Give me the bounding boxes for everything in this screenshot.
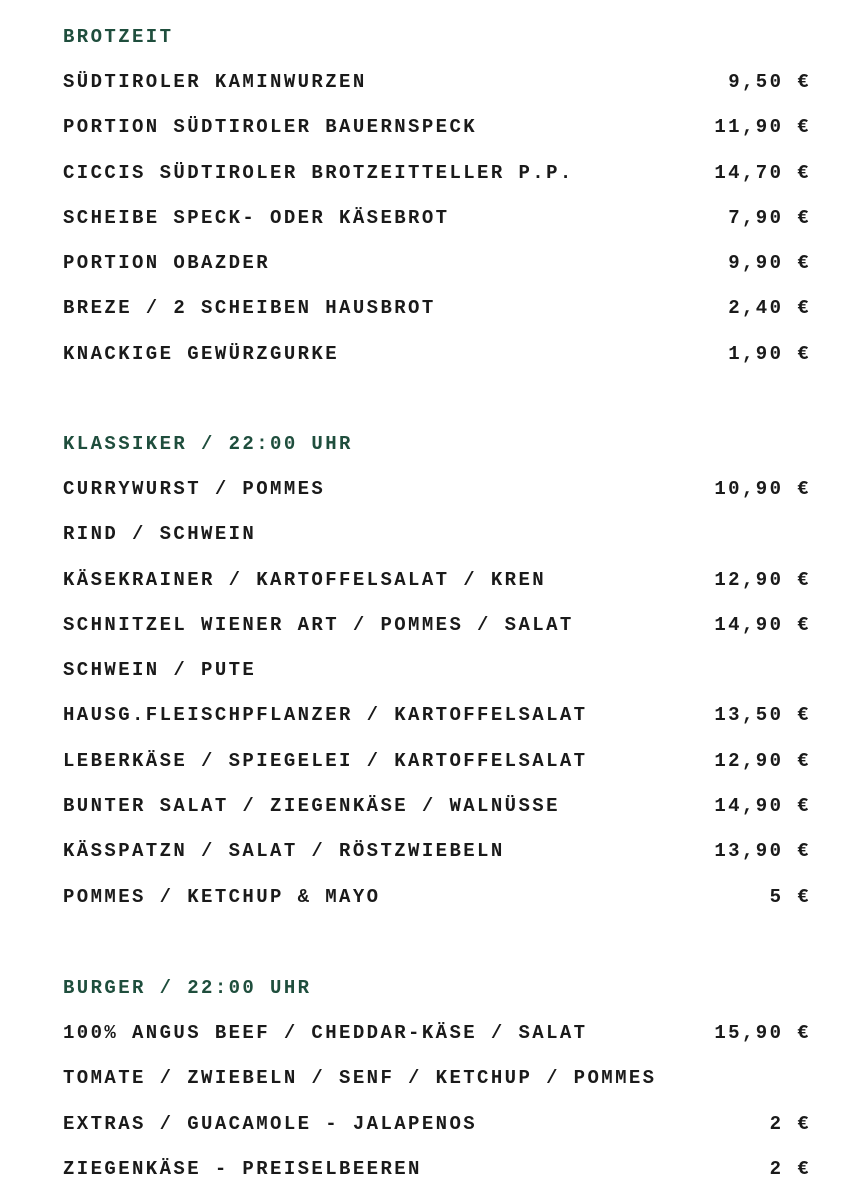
item-name: BUNTER SALAT / ZIEGENKÄSE / WALNÜSSE — [63, 795, 560, 818]
item-name: RIND / SCHWEIN — [63, 523, 257, 546]
item-name: 100% ANGUS BEEF / CHEDDAR-KÄSE / SALAT — [63, 1022, 588, 1044]
item-name: SÜDTIROLER KAMINWURZEN — [63, 71, 367, 93]
section-klassiker — [63, 431, 813, 929]
menu-item — [63, 160, 813, 205]
item-name: PORTION SÜDTIROLER BAUERNSPECK — [63, 116, 478, 139]
menu-item — [63, 793, 813, 838]
item-name: KNACKIGE GEWÜRZGURKE — [63, 342, 340, 365]
item-name: SCHWEIN / PUTE — [63, 659, 257, 682]
menu-item — [63, 1156, 813, 1201]
menu-item — [63, 295, 813, 340]
item-name: BREZE / 2 SCHEIBEN HAUSBROT — [63, 297, 436, 320]
menu-item — [63, 884, 813, 929]
item-name: PORTION OBAZDER — [63, 252, 271, 275]
menu-item — [63, 476, 813, 521]
item-name: POMMES / KETCHUP & MAYO — [63, 885, 381, 908]
item-price: 9,90 € — [728, 252, 811, 275]
item-price: 11,90 € — [714, 116, 811, 139]
item-price: 13,50 € — [714, 704, 811, 727]
section-burger — [63, 975, 813, 1201]
item-price: 2 € — [769, 1157, 811, 1180]
menu-item — [63, 341, 813, 386]
item-price: 13,90 € — [714, 840, 811, 863]
item-name: SCHNITZEL WIENER ART / POMMES / SALAT — [63, 613, 574, 636]
menu-item — [63, 1111, 813, 1156]
item-name: CICCIS SÜDTIROLER BROTZEITTELLER P.P. — [63, 161, 574, 184]
item-price: 12,90 € — [714, 568, 811, 591]
item-name: CURRYWURST / POMMES — [63, 478, 326, 500]
item-name: HAUSG.FLEISCHPFLANZER / KARTOFFELSALAT — [63, 704, 588, 727]
item-price: 2 € — [769, 1112, 811, 1135]
item-price: 2,40 € — [728, 297, 811, 320]
section-brotzeit — [63, 24, 813, 386]
item-name: EXTRAS / GUACAMOLE - JALAPENOS — [63, 1112, 478, 1135]
menu-item — [63, 838, 813, 883]
item-name: SCHEIBE SPECK- ODER KÄSEBROT — [63, 206, 450, 229]
menu-item — [63, 114, 813, 159]
item-name: ZIEGENKÄSE - PREISELBEEREN — [63, 1157, 422, 1180]
item-price: 12,90 € — [714, 749, 811, 772]
menu-item — [63, 69, 813, 114]
menu-item — [63, 702, 813, 747]
item-price: 10,90 € — [714, 478, 811, 500]
section-title: BURGER / 22:00 UHR — [63, 977, 312, 999]
menu-item — [63, 250, 813, 295]
menu-item — [63, 205, 813, 250]
menu-item — [63, 1020, 813, 1065]
section-title: BROTZEIT — [63, 26, 174, 48]
menu-item — [63, 657, 813, 702]
item-price: 15,90 € — [714, 1022, 811, 1044]
item-price: 1,90 € — [728, 342, 811, 365]
section-title: KLASSIKER / 22:00 UHR — [63, 433, 353, 455]
item-price: 14,90 € — [714, 613, 811, 636]
menu-item — [63, 567, 813, 612]
item-name: KÄSEKRAINER / KARTOFFELSALAT / KREN — [63, 568, 547, 591]
item-price: 14,70 € — [714, 161, 811, 184]
item-price: 14,90 € — [714, 795, 811, 818]
menu-item — [63, 612, 813, 657]
item-name: TOMATE / ZWIEBELN / SENF / KETCHUP / POMMES — [63, 1067, 657, 1090]
item-price: 7,90 € — [728, 206, 811, 229]
item-price: 9,50 € — [728, 71, 811, 93]
item-name: KÄSSPATZN / SALAT / RÖSTZWIEBELN — [63, 840, 505, 863]
menu-item — [63, 748, 813, 793]
item-price: 5 € — [769, 885, 811, 908]
item-name: LEBERKÄSE / SPIEGELEI / KARTOFFELSALAT — [63, 749, 588, 772]
menu-item — [63, 521, 813, 566]
menu-item — [63, 1065, 813, 1110]
